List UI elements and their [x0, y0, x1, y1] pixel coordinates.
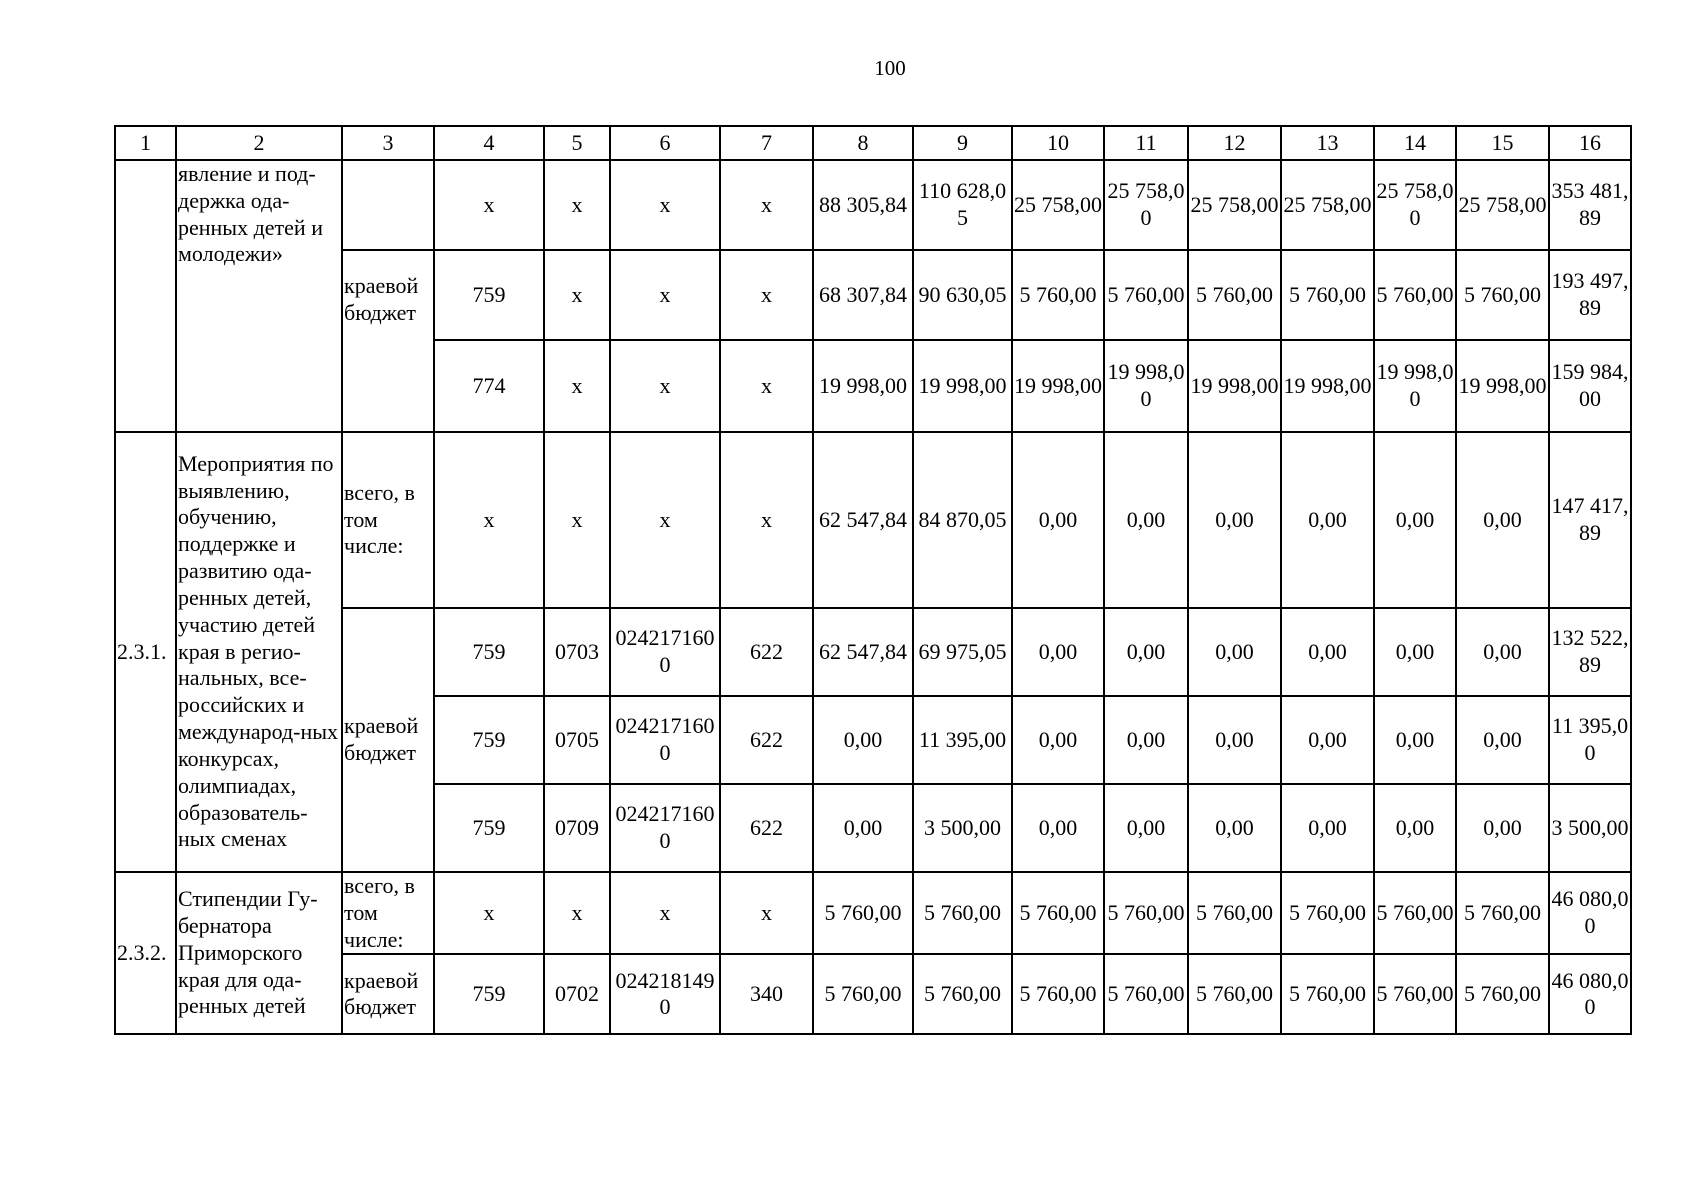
cell-value-col12: 5 760,00	[1188, 872, 1281, 954]
cell-value-col16: 159 984,00	[1549, 340, 1631, 432]
cell-value-col14: 0,00	[1374, 432, 1456, 608]
cell-value-col15: 0,00	[1456, 432, 1549, 608]
cell-value-col13: 5 760,00	[1281, 872, 1374, 954]
column-header: 14	[1374, 126, 1456, 160]
cell-value-col13: 25 758,00	[1281, 160, 1374, 250]
cell-col4-code: х	[434, 160, 544, 250]
cell-col7-type: х	[720, 250, 813, 340]
cell-value-col13: 0,00	[1281, 432, 1374, 608]
cell-value-col14: 0,00	[1374, 696, 1456, 784]
column-header: 7	[720, 126, 813, 160]
cell-value-col13: 5 760,00	[1281, 954, 1374, 1034]
cell-number	[115, 160, 176, 432]
cell-source: краевой бюджет	[342, 608, 434, 872]
cell-col6-target: х	[610, 432, 720, 608]
section-2-3-1	[115, 432, 1631, 872]
cell-value-col13: 0,00	[1281, 696, 1374, 784]
cell-value-col8: 62 547,84	[813, 608, 913, 696]
cell-value-col15: 0,00	[1456, 696, 1549, 784]
cell-number: 2.3.1.	[115, 432, 176, 872]
cell-value-col15: 0,00	[1456, 608, 1549, 696]
column-header: 9	[913, 126, 1012, 160]
page-number: 100	[874, 56, 906, 80]
cell-total-label: всего, в том числе:	[342, 872, 434, 954]
cell-col5-section: 0702	[544, 954, 610, 1034]
cell-value-col9: 19 998,00	[913, 340, 1012, 432]
budget-table	[114, 125, 1632, 1035]
column-header: 5	[544, 126, 610, 160]
cell-col7-type: 622	[720, 784, 813, 872]
cell-col5-section: х	[544, 872, 610, 954]
column-header: 4	[434, 126, 544, 160]
cell-col6-target: х	[610, 340, 720, 432]
table-row	[115, 160, 1631, 250]
cell-value-col11: 0,00	[1104, 696, 1188, 784]
cell-value-col8: 88 305,84	[813, 160, 913, 250]
cell-value-col15: 5 760,00	[1456, 872, 1549, 954]
cell-col6-target: 0242181490	[610, 954, 720, 1034]
table-row	[115, 954, 1631, 1034]
cell-value-col10: 0,00	[1012, 432, 1104, 608]
cell-value-col9: 110 628,05	[913, 160, 1012, 250]
cell-col5-section: х	[544, 160, 610, 250]
cell-value-col14: 5 760,00	[1374, 250, 1456, 340]
cell-event-title: явление и под-держка ода-ренных детей и молодежи»	[176, 160, 342, 432]
cell-value-col8: 5 760,00	[813, 954, 913, 1034]
cell-value-col9: 3 500,00	[913, 784, 1012, 872]
column-header: 11	[1104, 126, 1188, 160]
cell-value-col12: 19 998,00	[1188, 340, 1281, 432]
cell-value-col12: 0,00	[1188, 784, 1281, 872]
cell-value-col13: 19 998,00	[1281, 340, 1374, 432]
cell-value-col9: 69 975,05	[913, 608, 1012, 696]
column-header: 13	[1281, 126, 1374, 160]
cell-col4-code: х	[434, 432, 544, 608]
cell-value-col12: 5 760,00	[1188, 954, 1281, 1034]
cell-number: 2.3.2.	[115, 872, 176, 1034]
table-row	[115, 608, 1631, 696]
cell-col7-type: 340	[720, 954, 813, 1034]
cell-value-col13: 0,00	[1281, 608, 1374, 696]
table-row	[115, 872, 1631, 954]
cell-value-col16: 3 500,00	[1549, 784, 1631, 872]
cell-col4-code: 759	[434, 250, 544, 340]
cell-value-col16: 193 497,89	[1549, 250, 1631, 340]
cell-value-col11: 5 760,00	[1104, 954, 1188, 1034]
cell-value-col15: 5 760,00	[1456, 954, 1549, 1034]
cell-col5-section: 0703	[544, 608, 610, 696]
cell-col6-target: х	[610, 160, 720, 250]
cell-value-col10: 0,00	[1012, 608, 1104, 696]
cell-col4-code: х	[434, 872, 544, 954]
cell-value-col14: 0,00	[1374, 784, 1456, 872]
cell-value-col10: 5 760,00	[1012, 250, 1104, 340]
cell-col7-type: 622	[720, 696, 813, 784]
cell-col7-type: х	[720, 432, 813, 608]
cell-value-col16: 11 395,00	[1549, 696, 1631, 784]
cell-value-col8: 19 998,00	[813, 340, 913, 432]
cell-value-col8: 0,00	[813, 784, 913, 872]
cell-value-col15: 19 998,00	[1456, 340, 1549, 432]
column-header: 8	[813, 126, 913, 160]
cell-value-col10: 19 998,00	[1012, 340, 1104, 432]
cell-col4-code: 759	[434, 784, 544, 872]
column-header: 15	[1456, 126, 1549, 160]
cell-value-col16: 147 417,89	[1549, 432, 1631, 608]
cell-value-col13: 5 760,00	[1281, 250, 1374, 340]
cell-value-col10: 25 758,00	[1012, 160, 1104, 250]
cell-value-col9: 5 760,00	[913, 954, 1012, 1034]
section-program-continuation	[115, 160, 1631, 432]
column-header: 12	[1188, 126, 1281, 160]
cell-col5-section: х	[544, 432, 610, 608]
cell-value-col9: 5 760,00	[913, 872, 1012, 954]
cell-col5-section: х	[544, 250, 610, 340]
cell-value-col16: 353 481,89	[1549, 160, 1631, 250]
cell-col6-target: 0242171600	[610, 696, 720, 784]
cell-col6-target: 0242171600	[610, 608, 720, 696]
cell-col5-section: х	[544, 340, 610, 432]
cell-value-col12: 5 760,00	[1188, 250, 1281, 340]
cell-value-col10: 0,00	[1012, 784, 1104, 872]
cell-value-col10: 5 760,00	[1012, 954, 1104, 1034]
cell-col6-target: х	[610, 250, 720, 340]
cell-source: краевой бюджет	[342, 250, 434, 432]
cell-value-col14: 5 760,00	[1374, 872, 1456, 954]
table-row	[115, 432, 1631, 608]
cell-value-col8: 62 547,84	[813, 432, 913, 608]
cell-col7-type: 622	[720, 608, 813, 696]
cell-value-col15: 0,00	[1456, 784, 1549, 872]
cell-col4-code: 759	[434, 954, 544, 1034]
cell-value-col14: 19 998,00	[1374, 340, 1456, 432]
cell-value-col11: 5 760,00	[1104, 250, 1188, 340]
cell-value-col15: 5 760,00	[1456, 250, 1549, 340]
cell-col5-section: 0709	[544, 784, 610, 872]
cell-col7-type: х	[720, 872, 813, 954]
column-header: 2	[176, 126, 342, 160]
cell-value-col9: 84 870,05	[913, 432, 1012, 608]
cell-col4-code: 759	[434, 696, 544, 784]
cell-source	[342, 160, 434, 250]
column-header: 10	[1012, 126, 1104, 160]
cell-event-title: Мероприятия по выявлению, обучению, поддержке и развитию ода-ренных детей, участию детей края в регио-нальных, все-российских и международ-ных конкурсах, олимпиадах, образователь-ных сменах	[176, 432, 342, 872]
cell-total-label: всего, в том числе:	[342, 432, 434, 608]
cell-col4-code: 759	[434, 608, 544, 696]
cell-value-col8: 68 307,84	[813, 250, 913, 340]
cell-value-col12: 0,00	[1188, 608, 1281, 696]
cell-value-col8: 5 760,00	[813, 872, 913, 954]
cell-value-col11: 19 998,00	[1104, 340, 1188, 432]
cell-value-col13: 0,00	[1281, 784, 1374, 872]
cell-value-col12: 0,00	[1188, 432, 1281, 608]
column-header: 1	[115, 126, 176, 160]
column-header: 6	[610, 126, 720, 160]
cell-value-col12: 25 758,00	[1188, 160, 1281, 250]
cell-value-col9: 11 395,00	[913, 696, 1012, 784]
cell-value-col16: 132 522,89	[1549, 608, 1631, 696]
cell-event-title: Стипендии Гу-бернатора Приморского края для ода-ренных детей	[176, 872, 342, 1034]
cell-col7-type: х	[720, 340, 813, 432]
table-row	[115, 250, 1631, 340]
cell-col6-target: х	[610, 872, 720, 954]
cell-col4-code: 774	[434, 340, 544, 432]
cell-value-col14: 5 760,00	[1374, 954, 1456, 1034]
cell-value-col14: 0,00	[1374, 608, 1456, 696]
cell-col7-type: х	[720, 160, 813, 250]
cell-value-col10: 5 760,00	[1012, 872, 1104, 954]
cell-value-col11: 0,00	[1104, 784, 1188, 872]
section-2-3-2	[115, 872, 1631, 1034]
cell-value-col11: 5 760,00	[1104, 872, 1188, 954]
cell-value-col12: 0,00	[1188, 696, 1281, 784]
cell-source: краевой бюджет	[342, 954, 434, 1034]
cell-value-col11: 0,00	[1104, 432, 1188, 608]
cell-col6-target: 0242171600	[610, 784, 720, 872]
cell-col5-section: 0705	[544, 696, 610, 784]
column-header: 3	[342, 126, 434, 160]
column-header: 16	[1549, 126, 1631, 160]
cell-value-col16: 46 080,00	[1549, 872, 1631, 954]
cell-value-col14: 25 758,00	[1374, 160, 1456, 250]
cell-value-col8: 0,00	[813, 696, 913, 784]
cell-value-col10: 0,00	[1012, 696, 1104, 784]
cell-value-col16: 46 080,00	[1549, 954, 1631, 1034]
cell-value-col11: 25 758,00	[1104, 160, 1188, 250]
cell-value-col9: 90 630,05	[913, 250, 1012, 340]
column-header-row	[115, 126, 1631, 160]
cell-value-col15: 25 758,00	[1456, 160, 1549, 250]
cell-value-col11: 0,00	[1104, 608, 1188, 696]
